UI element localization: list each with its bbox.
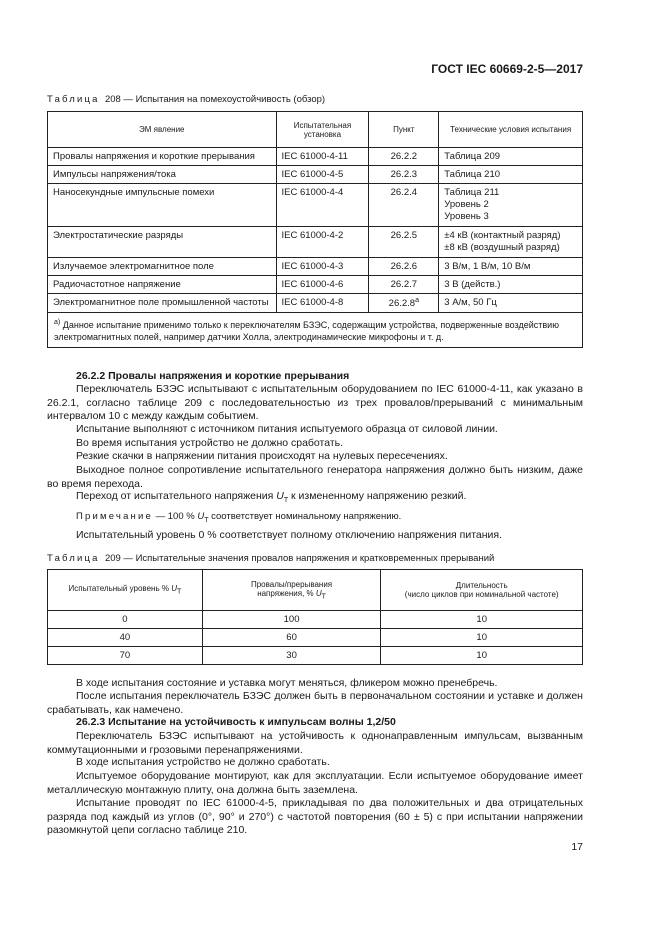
column-header: [48, 570, 203, 611]
paragraph: После испытания переключатель БЗЭС должен быть в первоначальном состоянии и уставке и должен срабатывать, как намечено.: [47, 690, 583, 716]
level-cell: 70: [48, 647, 203, 665]
dips-cell: 30: [202, 647, 381, 665]
table-row: [48, 148, 583, 166]
section-heading-26-2-3: [47, 716, 583, 730]
caption-text: 209 — Испытательные значения провалов напряжения и кратковременных прерываний: [104, 553, 495, 564]
caption-prefix: Таблица: [47, 94, 100, 105]
paragraph: Испытание проводят по IEC 61000-4-5, прикладывая по два положительных и два отрицательных разряда под каждый из углов (0°, 90° и 270°) с частотой повторения (60 ± 5) с при испытании напряжении разомкнутой цепи согласно таблице 210.: [47, 797, 583, 836]
footnote-text: Данное испытание применимо только к переключателям БЗЭС, содержащим устройства, подверженные воздействию электромагнитных полей, например датчики Холла, электродинамические микрофоны и т. д.: [54, 320, 559, 343]
clause-cell: 26.2.3: [369, 166, 439, 184]
symbol-subscript: T: [176, 588, 182, 596]
table-209: [47, 569, 583, 665]
heading-number: 26.2.2: [76, 370, 106, 382]
table-footnote: [48, 313, 583, 348]
phenomenon-cell: Излучаемое электромагнитное поле: [48, 258, 277, 276]
paragraph: В ходе испытания устройство не должно сработать.: [76, 756, 330, 768]
header-text: напряжения, %: [257, 588, 316, 598]
symbol-subscript: T: [321, 593, 326, 601]
table-header-row: [48, 570, 583, 611]
clause-cell: 26.2.5: [369, 227, 439, 258]
duration-cell: 10: [381, 629, 583, 647]
header-text: Длительность: [455, 581, 508, 590]
table-row: [48, 629, 583, 647]
heading-number: 26.2.3: [76, 716, 106, 728]
paragraph: Переключатель БЗЭС испытывают с испытательным оборудованием по IEC 61000-4-11, как указано в 26.2.1, согласно таблице 209 с последовательностью из трех провалов/прерываний с минимальным интервалом 10 с между каждым событием.: [47, 383, 583, 422]
condition-line: Таблица 211: [444, 187, 500, 198]
phenomenon-cell: Электростатические разряды: [48, 227, 277, 258]
paragraph: Выходное полное сопротивление испытательного генератора напряжения должно быть низким, даже во время перехода.: [47, 464, 583, 490]
column-header: [202, 570, 381, 611]
column-header: Технические условия испытания: [439, 112, 583, 148]
heading-title: Провалы напряжения и короткие прерывания: [108, 370, 350, 382]
section-heading-26-2-2: [47, 370, 583, 384]
setup-cell: IEC 61000-4-11: [276, 148, 369, 166]
conditions-cell: [439, 227, 583, 258]
text-run: Переход от испытательного напряжения: [76, 490, 277, 502]
setup-cell: IEC 61000-4-6: [276, 276, 369, 294]
column-header: Испытательная установка: [276, 112, 369, 148]
phenomenon-cell: Импульсы напряжения/тока: [48, 166, 277, 184]
conditions-cell: 3 В/м, 1 В/м, 10 В/м: [439, 258, 583, 276]
setup-cell: IEC 61000-4-5: [276, 166, 369, 184]
paragraph: Испытуемое оборудование монтируют, как для эксплуатации. Если испытуемое оборудование имеет металлическую монтажную плиту, она должна быть заземлена.: [47, 770, 583, 796]
text-run: соответствует номинальному напряжению.: [208, 511, 402, 522]
table-208-caption: [47, 94, 325, 105]
symbol-subscript: T: [283, 497, 289, 505]
setup-cell: IEC 61000-4-4: [276, 184, 369, 227]
paragraph: В ходе испытания состояние и уставка могут меняться, фликером можно пренебречь.: [76, 677, 498, 689]
table-header-row: [48, 112, 583, 148]
clause-cell: 26.2.2: [369, 148, 439, 166]
conditions-cell: 3 В (действ.): [439, 276, 583, 294]
header-text: (число циклов при номинальной частоте): [404, 590, 559, 599]
table-row: [48, 258, 583, 276]
condition-line: ±4 кВ (контактный разряд): [444, 230, 561, 241]
symbol: U: [197, 511, 205, 522]
caption-text: 208 — Испытания на помехоустойчивость (обзор): [104, 94, 326, 105]
column-header: [381, 570, 583, 611]
setup-cell: IEC 61000-4-8: [276, 294, 369, 313]
condition-line: Уровень 2: [444, 199, 489, 210]
table-footnote-row: [48, 313, 583, 348]
note: [47, 510, 583, 527]
table-row: [48, 166, 583, 184]
paragraph: Резкие скачки в напряжении питания происходят на нулевых пересечениях.: [76, 450, 448, 462]
conditions-cell: Таблица 210: [439, 166, 583, 184]
caption-prefix: Таблица: [47, 553, 100, 564]
table-row: [48, 611, 583, 629]
setup-cell: IEC 61000-4-2: [276, 227, 369, 258]
dips-cell: 100: [202, 611, 381, 629]
heading-title: Испытание на устойчивость к импульсам волны 1,2/50: [108, 716, 396, 728]
clause-value: 26.2.8: [388, 298, 416, 310]
clause-cell: 26.2.7: [369, 276, 439, 294]
conditions-cell: 3 А/м, 50 Гц: [439, 294, 583, 313]
footnote-ref: a: [415, 297, 419, 304]
dips-cell: 60: [202, 629, 381, 647]
clause-cell: [369, 294, 439, 313]
clause-cell: 26.2.6: [369, 258, 439, 276]
table-row: [48, 184, 583, 227]
conditions-cell: [439, 184, 583, 227]
text-run: — 100 %: [153, 511, 198, 522]
paragraph: Испытание выполняют с источником питания испытуемого образца от силовой линии.: [76, 423, 498, 435]
paragraph: Во время испытания устройство не должно сработать.: [76, 437, 344, 449]
table-208: [47, 111, 583, 348]
column-header: Пункт: [369, 112, 439, 148]
condition-line: ±8 кВ (воздушный разряд): [444, 242, 560, 253]
table-row: [48, 294, 583, 313]
phenomenon-cell: Наносекундные импульсные помехи: [48, 184, 277, 227]
page-number: 17: [571, 841, 583, 853]
footnote-mark: a): [54, 319, 61, 327]
column-header: ЭМ явление: [48, 112, 277, 148]
setup-cell: IEC 61000-4-3: [276, 258, 369, 276]
symbol-subscript: T: [204, 516, 209, 524]
duration-cell: 10: [381, 647, 583, 665]
paragraph: [47, 490, 583, 508]
symbol: U: [276, 490, 284, 502]
symbol: U: [171, 584, 177, 594]
level-cell: 0: [48, 611, 203, 629]
symbol: U: [315, 588, 322, 598]
header-text: Испытательный уровень %: [68, 584, 172, 594]
document-id: ГОСТ IEC 60669-2-5—2017: [431, 62, 583, 76]
clause-cell: 26.2.4: [369, 184, 439, 227]
condition-line: Уровень 3: [444, 211, 489, 222]
table-row: [48, 276, 583, 294]
table-row: [48, 227, 583, 258]
duration-cell: 10: [381, 611, 583, 629]
paragraph: Переключатель БЗЭС испытывают на устойчивость к однонаправленным импульсам, вызванным коммутационными и грозовыми перенапряжениями.: [47, 730, 583, 756]
phenomenon-cell: Провалы напряжения и короткие прерывания: [48, 148, 277, 166]
phenomenon-cell: Электромагнитное поле промышленной частоты: [48, 294, 277, 313]
paragraph: Испытательный уровень 0 % соответствует полному отключению напряжения питания.: [76, 529, 503, 541]
level-cell: 40: [48, 629, 203, 647]
phenomenon-cell: Радиочастотное напряжение: [48, 276, 277, 294]
conditions-cell: Таблица 209: [439, 148, 583, 166]
note-label: Примечание: [76, 511, 153, 522]
table-209-caption: [47, 553, 494, 564]
text-run: к измененному напряжению резкий.: [288, 490, 467, 502]
table-row: [48, 647, 583, 665]
header-text: Провалы/прерывания: [250, 579, 333, 589]
